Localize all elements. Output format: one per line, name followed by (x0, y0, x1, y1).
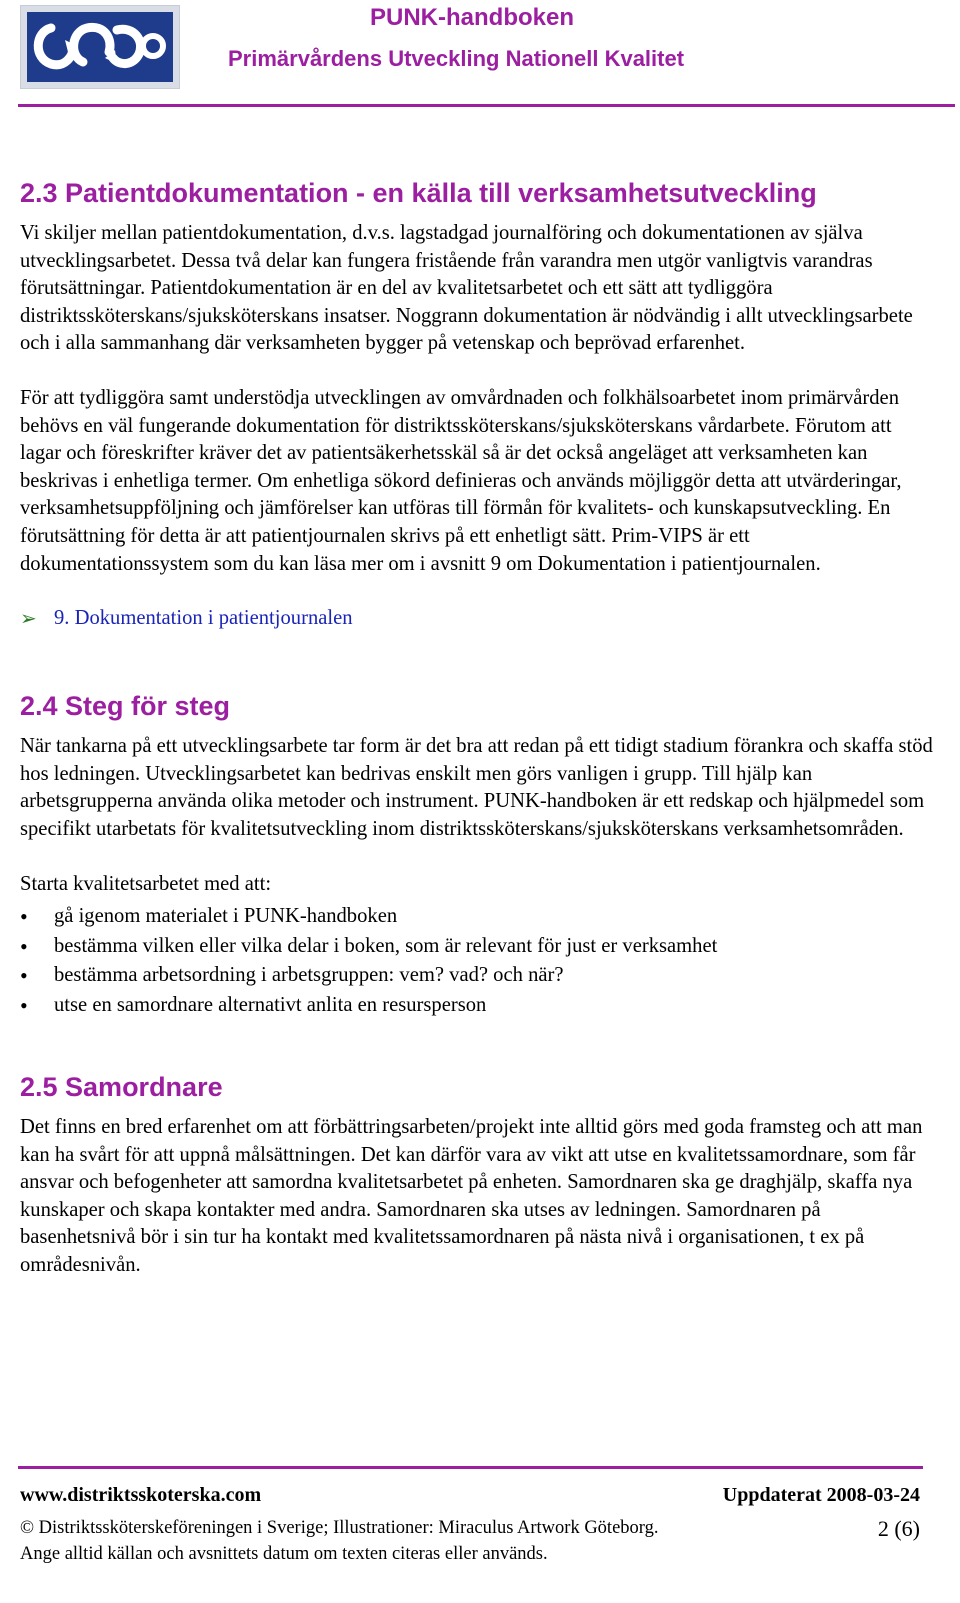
bullet-icon: • (20, 904, 28, 930)
list-intro: Starta kvalitetsarbetet med att: (20, 872, 272, 895)
footer-url: www.distriktsskoterska.com (20, 1484, 262, 1506)
arrow-bullet-icon: ➢ (20, 606, 37, 631)
cross-reference (20, 603, 935, 633)
header-divider (18, 104, 955, 107)
section-heading: 2.5 Samordnare (20, 1072, 223, 1103)
bullet-icon: • (20, 933, 28, 959)
section-2-3 (20, 176, 935, 633)
footer-divider (18, 1466, 923, 1469)
list-item: • bestämma arbetsordning i arbetsgruppen: vem? vad? och när? (20, 961, 935, 991)
header-subtitle: Primärvårdens Utveckling Nationell Kvalitet (228, 46, 685, 71)
list-item: • bestämma vilken eller vilka delar i boken, som är relevant för just er verksamhet (20, 932, 935, 962)
footer-updated: Uppdaterat 2008-03-24 (722, 1484, 920, 1506)
paragraph: Det finns en bred erfarenhet om att förbättringsarbeten/projekt inte alltid görs med goda framsteg och att man kan ha svårt för att uppnå målsättningen. Det kan därför vara av vikt att utse en kvalitetssamordnare, som får ansvar och befogenheter att samordna kvalitetsarbetet på enheten. Samordnaren ska ge draghjälp, skaffa nya kunskaper och skapa kontakter med andra. Samordnaren ska utses av ledningen. Samordnaren på basenhetsnivå bör i sin tur ha kontakt med kvalitetssamordnaren på nästa nivå i organisationen, t ex på områdesnivån. (20, 1116, 923, 1277)
section-2-5 (20, 1070, 935, 1280)
footer-copyright: © Distriktssköterskeföreningen i Sverige; Illustrationer: Miraculus Artwork Göteborg. (20, 1518, 659, 1538)
header-title: PUNK-handboken (370, 4, 574, 31)
list-item: • utse en samordnare alternativt anlita en resursperson (20, 991, 935, 1021)
punk-logo-icon (20, 5, 180, 89)
link-dokumentation[interactable]: 9. Dokumentation i patientjournalen (54, 607, 353, 630)
list-item: • gå igenom materialet i PUNK-handboken (20, 902, 935, 932)
footer-note: Ange alltid källan och avsnittets datum om texten citeras eller används. (20, 1544, 548, 1564)
bullet-icon: • (20, 992, 28, 1018)
section-2-4 (20, 689, 935, 1020)
section-heading: 2.4 Steg för steg (20, 691, 231, 722)
section-heading: 2.3 Patientdokumentation - en källa till verksamhetsutveckling (20, 178, 817, 208)
page-footer (0, 1460, 960, 1603)
bullet-list (20, 902, 935, 1020)
page-number: 2 (6) (877, 1516, 920, 1541)
page-header (0, 0, 960, 110)
bullet-icon: • (20, 963, 28, 989)
paragraph: När tankarna på ett utvecklingsarbete tar form är det bra att redan på ett tidigt stadium förankra och skaffa stöd hos ledningen. Utvecklingsarbetet kan bedrivas enskilt men görs vanligen i grupp. Till hjälp kan arbetsgrupperna använda olika metoder och instrument. PUNK-handboken är ett redskap och hjälpmedel som specifikt utarbetats för kvalitetsutveckling inom distriktssköterskans/sjuksköterskans verksamhetsområden. (20, 735, 933, 840)
paragraph: Vi skiljer mellan patientdokumentation, d.v.s. lagstadgad journalföring och dokumentationen av själva utvecklingsarbetet. Dessa två delar kan fungera fristående från varandra men utgör vanligtvis varandras förutsättningar. Patientdokumentation är en del av kvalitetsarbetet och ett sätt att tydliggöra distriktssköterskans/sjuksköterskans insatser. Noggrann dokumentation är nödvändig i allt utvecklingsarbete och i alla sammanhang där verksamheten bygger på vetenskap och beprövad erfarenhet. (20, 222, 913, 355)
document-body (20, 176, 935, 1280)
paragraph: För att tydliggöra samt understödja utvecklingen av omvårdnaden och folkhälsoarbetet inom primärvården behövs en väl fungerande dokumentation för distriktssköterskans/sjuksköterskans vårdarbete. Förutom att lagar och föreskrifter kräver det av patientsäkerhetsskäl så är det också angeläget att verksamheten kan beskrivas i enhetliga termer. Om enhetliga sökord definieras och används möjliggör detta att utvärderingar, verksamhetsuppföljning och jämförelser kan utföras till förmån för kvalitets- och kunskapsutveckling. En förutsättning för detta är att patientjournalen skrivs på ett enhetligt sätt. Prim-VIPS är ett dokumentationssystem som du kan läsa mer om i avsnitt 9 om Dokumentation i patientjournalen. (20, 386, 902, 575)
